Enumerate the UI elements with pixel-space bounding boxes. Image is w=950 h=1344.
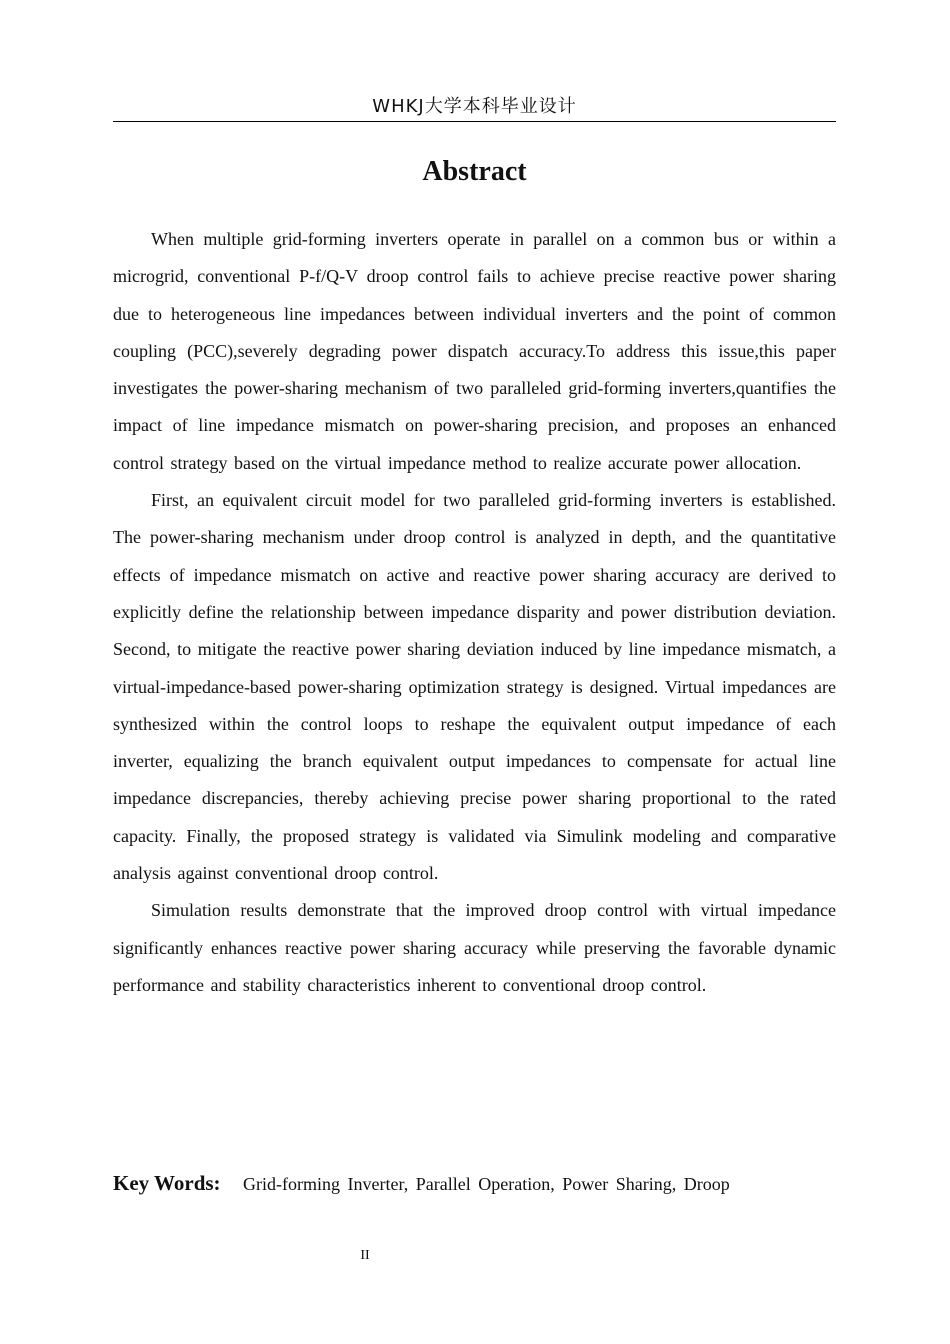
keywords-value: Grid-forming Inverter, Parallel Operation, Power Sharing, Droop xyxy=(243,1174,730,1194)
keywords-label: Key Words: xyxy=(113,1171,221,1195)
header-text: WHKJ大学本科毕业设计 xyxy=(372,96,577,117)
abstract-paragraph-3: Simulation results demonstrate that the improved droop control with virtual impedance significantly enhances reactive power sharing accuracy while preserving the favorable dynamic performance and stability characteristics inherent to conventional droop control. xyxy=(113,900,836,995)
page-number: II xyxy=(360,1248,370,1263)
abstract-body xyxy=(113,221,836,1004)
abstract-paragraph-2: First, an equivalent circuit model for two paralleled grid-forming inverters is established. The power-sharing mechanism under droop control is analyzed in depth, and the quantitative effects of impedance mismatch on active and reactive power sharing accuracy are derived to explicitly define the relationship between impedance disparity and power distribution deviation. Second, to mitigate the reactive power sharing deviation induced by line impedance mismatch, a virtual-impedance-based power-sharing optimization strategy is designed. Virtual impedances are synthesized within the control loops to reshape the equivalent output impedance of each inverter, equalizing the branch equivalent output impedances to compensate for actual line impedance discrepancies, thereby achieving precise power sharing proportional to the rated capacity. Finally, the proposed strategy is validated via Simulink modeling and comparative analysis against conventional droop control. xyxy=(113,490,836,884)
page-header xyxy=(113,94,836,122)
keywords-line xyxy=(113,1165,836,1202)
page-title: Abstract xyxy=(422,156,527,187)
abstract-paragraph-1: When multiple grid-forming inverters operate in parallel on a common bus or within a microgrid, conventional P-f/Q-V droop control fails to achieve precise reactive power sharing due to heterogeneous line impedances between individual inverters and the point of common coupling (PCC),severely degrading power dispatch accuracy.To address this issue,this paper investigates the power-sharing mechanism of two paralleled grid-forming inverters,quantifies the impact of line impedance mismatch on power-sharing precision, and proposes an enhanced control strategy based on the virtual impedance method to realize accurate power allocation. xyxy=(113,229,836,473)
